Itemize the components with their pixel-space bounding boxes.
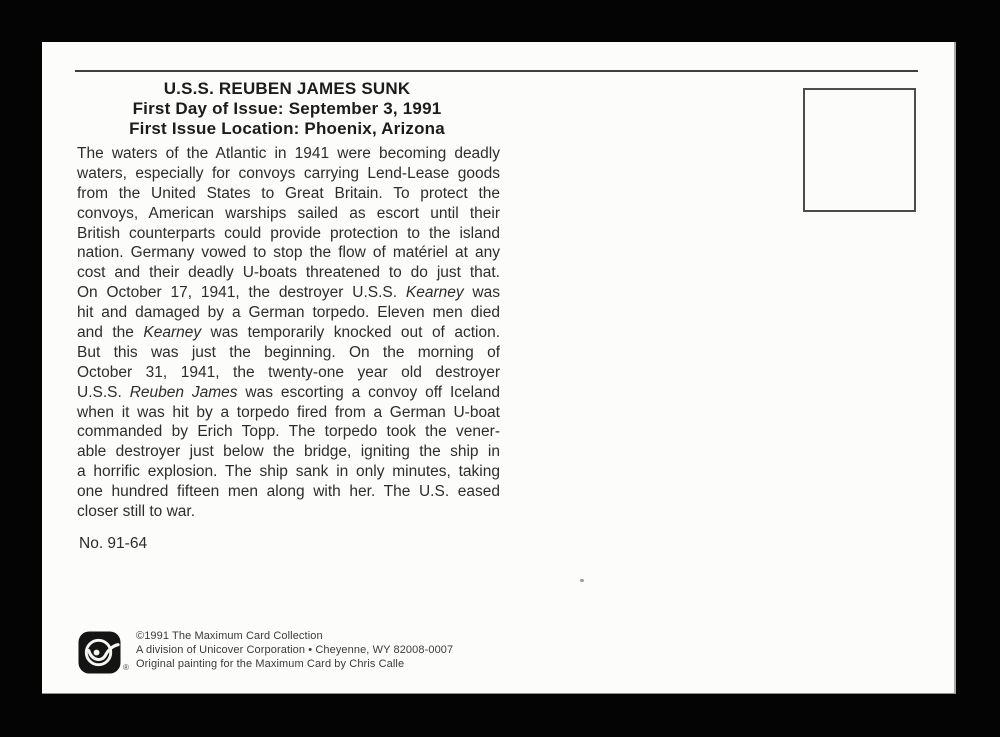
dust-speck xyxy=(580,579,584,582)
body-text xyxy=(77,144,500,522)
registered-trademark-symbol: ® xyxy=(123,663,129,672)
body-line: nation. Germany vowed to stop the flow of matériel at any xyxy=(77,244,500,262)
card-title: U.S.S. REUBEN JAMES SUNK xyxy=(163,79,411,98)
header-block xyxy=(75,79,499,139)
body-line: a horrific explosion. The ship sank in only minutes, taking xyxy=(77,463,500,481)
body-line: from the United States to Great Britain. To protect the xyxy=(77,184,500,202)
body-line: closer still to war. xyxy=(77,503,196,521)
postcard-back xyxy=(42,42,956,694)
body-line: waters, especially for convoys carrying Lend-Lease goods xyxy=(77,164,500,182)
copyright-line: ©1991 The Maximum Card Collection xyxy=(136,630,323,642)
header-rule xyxy=(75,70,918,72)
body-line: when it was hit by a torpedo fired from a German U-boat xyxy=(77,403,500,421)
body-line: and the Kearney was temporarily knocked out of action. xyxy=(77,324,500,342)
body-line: cost and their deadly U-boats threatened to do just that. xyxy=(77,264,500,282)
division-line: A division of Unicover Corporation • Cheyenne, WY 82008-0007 xyxy=(136,643,454,656)
body-line: British counterparts could provide protection to the island xyxy=(77,224,500,242)
body-line: one hundred fifteen men along with her. The U.S. eased xyxy=(77,483,500,501)
body-line: convoys, American warships sailed as escort until their xyxy=(77,204,500,222)
body-line: commanded by Erich Topp. The torpedo took the vener- xyxy=(77,423,500,441)
first-day-of-issue-line: First Day of Issue: September 3, 1991 xyxy=(132,99,442,118)
body-line: On October 17, 1941, the destroyer U.S.S. Kearney was xyxy=(77,284,500,302)
unicover-logo-icon xyxy=(78,631,121,674)
painting-credit-line: Original painting for the Maximum Card by Chris Calle xyxy=(136,657,405,670)
card-number: No. 91-64 xyxy=(79,535,148,552)
publisher-block xyxy=(136,630,453,671)
stamp-box xyxy=(803,88,916,212)
body-line: But this was just the beginning. On the morning of xyxy=(77,343,500,361)
first-issue-location-line: First Issue Location: Phoenix, Arizona xyxy=(129,119,445,138)
body-line: U.S.S. Reuben James was escorting a convoy off Iceland xyxy=(77,383,500,401)
body-line: October 31, 1941, the twenty-one year old destroyer xyxy=(77,363,500,381)
body-line: The waters of the Atlantic in 1941 were becoming deadly xyxy=(77,145,500,162)
body-line: hit and damaged by a German torpedo. Eleven men died xyxy=(77,304,500,322)
body-line: able destroyer just below the bridge, igniting the ship in xyxy=(77,443,500,461)
